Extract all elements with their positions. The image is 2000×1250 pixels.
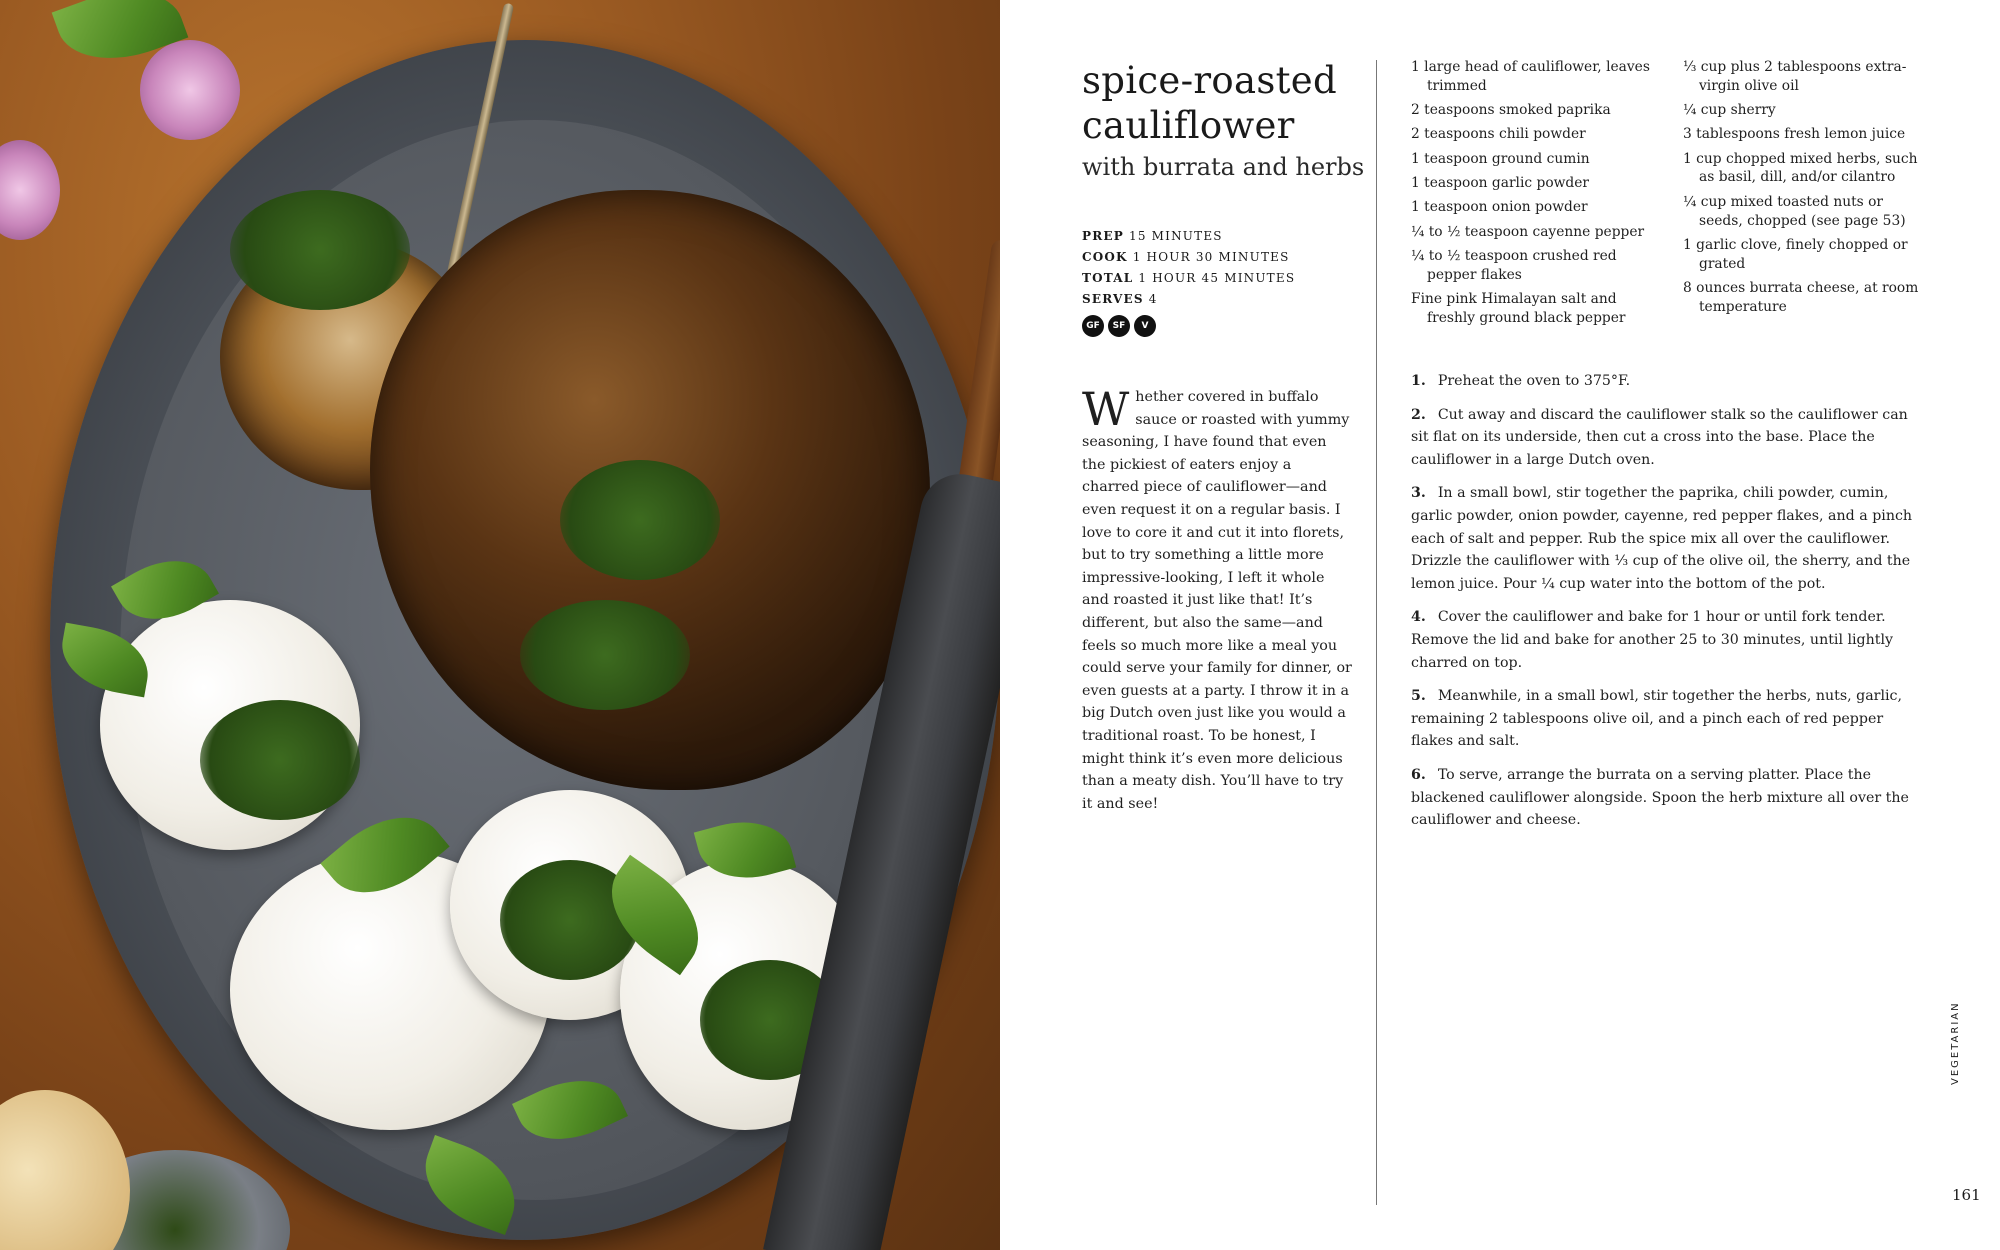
ingredient-item: Fine pink Himalayan salt and freshly ground black pepper (1411, 290, 1626, 326)
ingredients-column-2 (1683, 58, 1923, 322)
step-number: 3. (1411, 485, 1426, 502)
ingredient-item: 1 garlic clove, finely chopped or grated (1683, 236, 1908, 272)
ingredient-item: ⅓ cup plus 2 tablespoons extra-virgin olive oil (1683, 59, 1907, 94)
clover-flower (140, 40, 240, 140)
ingredient-item: 1 teaspoon garlic powder (1411, 174, 1590, 191)
title-line: cauliflower (1082, 104, 1295, 147)
step-text: Meanwhile, in a small bowl, stir together the herbs, nuts, garlic, remaining 2 tablespoons olive oil, and a pinch each of red pepper flakes and salt. (1411, 688, 1902, 750)
ingredient-item: 8 ounces burrata cheese, at room temperature (1683, 279, 1919, 315)
step-text: Cover the cauliflower and bake for 1 hour or until fork tender. Remove the lid and bake for another 25 to 30 minutes, until lightly charred on top. (1411, 609, 1894, 671)
step-number: 6. (1411, 766, 1426, 783)
meta-value: 15 MINUTES (1128, 229, 1223, 243)
meta-label: PREP (1082, 229, 1124, 243)
recipe-page (1000, 0, 2000, 1250)
step-number: 1. (1411, 373, 1426, 389)
step (1411, 370, 1919, 393)
gluten-free-badge: GF (1082, 315, 1104, 337)
column-divider (1376, 60, 1377, 1205)
meta-label: COOK (1082, 250, 1128, 264)
diet-badges (1082, 315, 1156, 337)
ingredient-item: 1 teaspoon ground cumin (1411, 150, 1590, 167)
meta-prep (1082, 226, 1295, 247)
meta-value: 1 HOUR 30 MINUTES (1132, 250, 1290, 264)
page-number: 161 (1952, 1186, 1981, 1204)
meta-label: SERVES (1082, 292, 1144, 306)
recipe-subtitle: with burrata and herbs (1082, 153, 1365, 181)
step (1411, 606, 1919, 674)
drop-cap: W (1082, 382, 1130, 436)
ingredient-item: 1 teaspoon onion powder (1411, 199, 1588, 216)
ingredient-item: 1 large head of cauliflower, leaves trimmed (1411, 59, 1650, 94)
title-line: spice-roasted (1082, 59, 1337, 102)
intro-text: hether covered in buffalo sauce or roasted with yummy seasoning, I have found that even the pickiest of eaters enjoy a charred piece of cauliflower—and even request it on a regular basis. I love to core it and cut it into florets, but to try something a little more impressive-looking, I left it whole and roasted it just like that! It’s different, but also the same—and feels so much more like a meal you could serve your family for dinner, or even guests at a party. I throw it in a big Dutch oven just like you would a traditional roast. To be honest, I might think it’s even more delicious than a meaty dish. You’ll have to try it and see! (1082, 389, 1352, 812)
step-number: 4. (1411, 609, 1426, 626)
recipe-meta (1082, 226, 1295, 310)
vegetarian-badge: V (1134, 315, 1156, 337)
ingredient-item: ¼ to ½ teaspoon cayenne pepper (1411, 223, 1645, 240)
step-text: In a small bowl, stir together the paprika, chili powder, cumin, garlic powder, onion powder, cayenne, red pepper flakes, and a pinch each of salt and pepper. Rub the spice mix all over the cauliflower. Drizzle the cauliflower with ⅓ cup of the olive oil, the sherry, and the lemon juice. Pour ¼ cup water into the bottom of the pot. (1411, 485, 1913, 592)
ingredient-item: ¼ cup sherry (1683, 102, 1776, 119)
recipe-intro (1082, 382, 1352, 815)
recipe-steps (1411, 370, 1919, 843)
meta-label: TOTAL (1082, 271, 1134, 285)
meta-cook (1082, 247, 1295, 268)
ingredient-item: 1 cup chopped mixed herbs, such as basil, dill, and/or cilantro (1683, 150, 1918, 186)
ingredient-item: 3 tablespoons fresh lemon juice (1683, 126, 1906, 143)
meta-value: 4 (1148, 292, 1158, 306)
step-number: 2. (1411, 406, 1426, 423)
bread (0, 1090, 130, 1250)
step-text: Preheat the oven to 375°F. (1437, 373, 1631, 389)
step (1411, 764, 1919, 832)
herb-sauce (230, 190, 410, 310)
meta-serves (1082, 289, 1295, 310)
meta-value: 1 HOUR 45 MINUTES (1138, 271, 1296, 285)
step-number: 5. (1411, 688, 1426, 705)
ingredient-item: ¼ to ½ teaspoon crushed red pepper flakes (1411, 247, 1617, 283)
step (1411, 482, 1919, 595)
sugar-free-badge: SF (1108, 315, 1130, 337)
ingredient-item: 2 teaspoons chili powder (1411, 126, 1586, 143)
ingredients-column-1 (1411, 58, 1651, 333)
step-text: Cut away and discard the cauliflower stalk so the cauliflower can sit flat on its underside, then cut a cross into the base. Place the cauliflower in a large Dutch oven. (1411, 406, 1908, 468)
herb-sauce (200, 700, 360, 820)
meta-total (1082, 268, 1295, 289)
recipe-title (1082, 58, 1382, 148)
step-text: To serve, arrange the burrata on a serving platter. Place the blackened cauliflower alongside. Spoon the herb mixture all over the cauliflower and cheese. (1411, 766, 1909, 829)
ingredient-item: ¼ cup mixed toasted nuts or seeds, chopped (see page 53) (1683, 193, 1906, 229)
step (1411, 404, 1919, 472)
ingredient-item: 2 teaspoons smoked paprika (1411, 102, 1611, 119)
herb-sauce (520, 600, 690, 710)
step (1411, 685, 1919, 753)
clover-flower (0, 140, 60, 240)
section-label-text: VEGETARIAN (1950, 1001, 1961, 1085)
herb-sauce (560, 460, 720, 580)
section-label (1950, 1001, 1961, 1085)
knife-handle (958, 239, 1000, 491)
